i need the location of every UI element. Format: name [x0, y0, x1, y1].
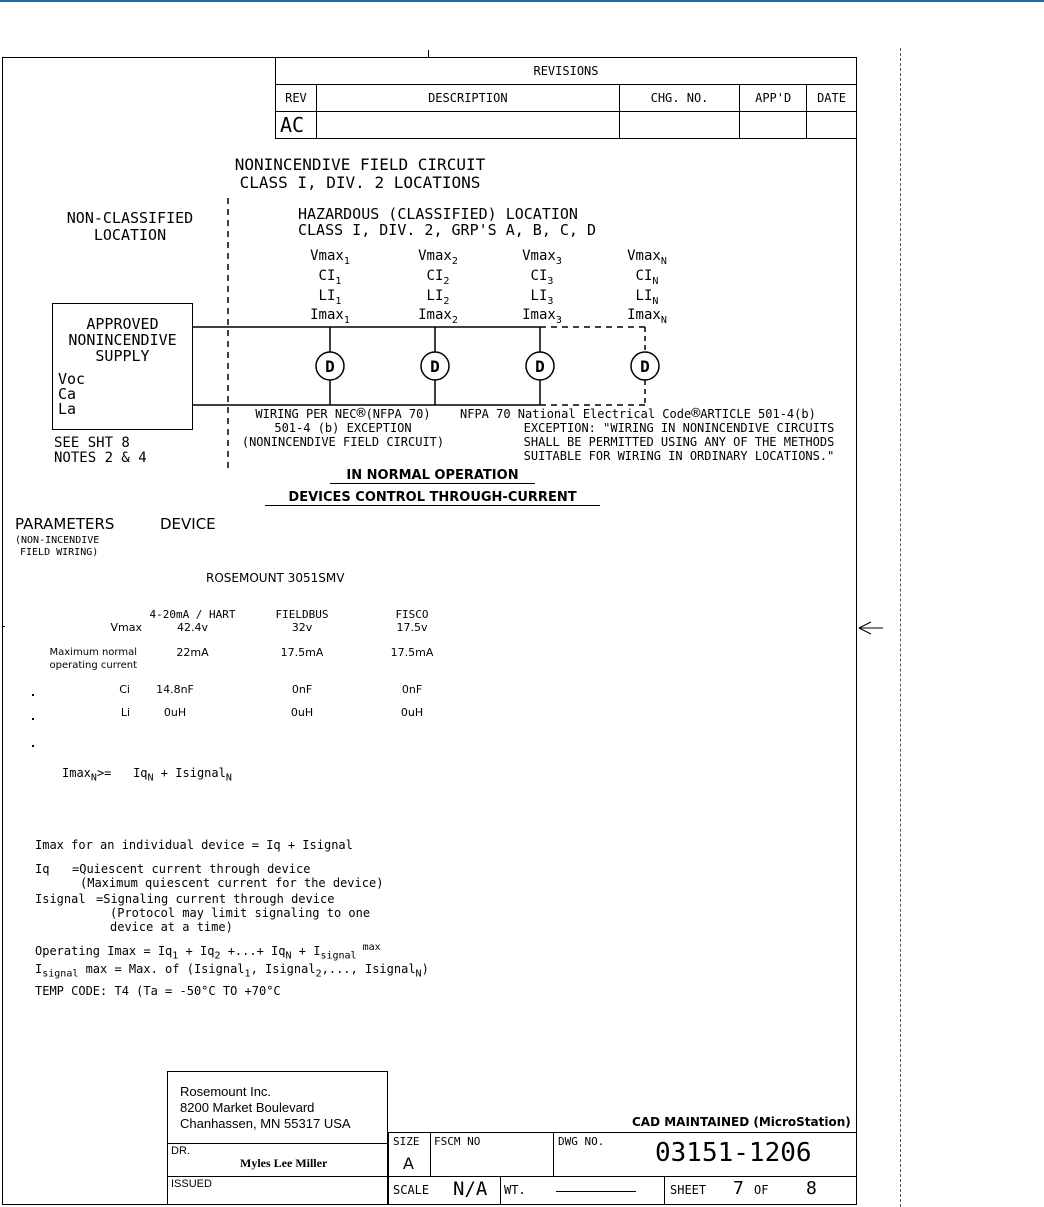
- normal-operation-heading: IN NORMAL OPERATION: [330, 468, 535, 484]
- parameters-subheading: (NON-INCENDIVE FIELD WIRING): [15, 535, 100, 558]
- operating-imax-note: Operating $Imax = Iq_1 + Iq_2$ +...+ $Iq_N + I_{signal}$ $^{max}$: [35, 942, 381, 962]
- row-current-fieldbus: 17.5mA: [280, 646, 324, 659]
- bullet-dot-1: [32, 694, 34, 696]
- top-center-tick: [428, 50, 429, 57]
- device-1-params: Vmax$_1$ $CI_1$ $LI_1$ Imax$_1$: [310, 248, 350, 327]
- dwg-number: 03151-1206: [655, 1138, 812, 1168]
- size-col-left: [388, 1132, 389, 1205]
- top-accent-bar: [0, 0, 1044, 2]
- device-model: ROSEMOUNT 3051SMV: [206, 571, 345, 585]
- row-ci-hart: 14.8nF: [156, 683, 194, 696]
- device-heading: DEVICE: [160, 515, 216, 533]
- rev-header: REV: [276, 85, 317, 112]
- parameters-heading: PARAMETERS: [15, 515, 115, 533]
- row-vmax-fisco: 17.5v: [396, 621, 428, 634]
- revisions-table: [275, 57, 857, 139]
- row-ci-fieldbus: 0nF: [291, 683, 313, 696]
- column-fisco: FISCO: [395, 608, 429, 621]
- sheet-label: SHEET: [670, 1183, 707, 1197]
- supply-voc: Voc: [58, 370, 86, 388]
- row-li-hart: 0uH: [163, 706, 187, 719]
- cad-maintained: CAD MAINTAINED (MicroStation): [632, 1115, 851, 1129]
- right-margin-dashed-line: [900, 48, 901, 1207]
- scale-col-right: [500, 1176, 501, 1205]
- bullet-dot-3: [32, 745, 34, 747]
- temp-code: TEMP CODE: T4 (Ta = -50°C TO +70°C: [35, 984, 281, 998]
- imax-formula: Imax$_N$>= $Iq_N$ + Isignal$_N$: [62, 766, 232, 784]
- fscm-label: FSCM NO: [434, 1135, 481, 1148]
- issued-row-divider: [167, 1176, 857, 1177]
- see-sheet-note: SEE SHT 8 NOTES 2 & 4: [54, 435, 147, 466]
- row-vmax-hart: 42.4v: [176, 621, 208, 634]
- size-col-right: [430, 1132, 431, 1176]
- supply-ca: Ca: [58, 385, 77, 403]
- nonclassified-line1: NON-CLASSIFIED: [66, 209, 194, 227]
- column-fieldbus: FIELDBUS: [275, 608, 329, 621]
- size-value: A: [403, 1154, 414, 1173]
- supply-line2: NONINCENDIVE: [68, 331, 177, 349]
- left-center-tick: [2, 626, 5, 627]
- rev-value: AC: [276, 112, 317, 139]
- row-li-fieldbus: 0uH: [290, 706, 314, 719]
- revisions-title: REVISIONS: [276, 58, 857, 85]
- dr-label: DR.: [171, 1145, 190, 1157]
- supply-line1: APPROVED: [86, 315, 159, 333]
- dr-name: Myles Lee Miller: [240, 1156, 328, 1170]
- row-ci-fisco: 0nF: [401, 683, 423, 696]
- wt-value-line: [556, 1191, 636, 1192]
- description-value: [316, 112, 619, 139]
- column-hart: 4-20mA / HART: [149, 608, 236, 621]
- devices-control-heading: DEVICES CONTROL THROUGH-CURRENT: [265, 490, 600, 506]
- device-3-params: Vmax$_3$ $CI_3$ $LI_3$ Imax$_3$: [522, 248, 562, 327]
- row-current-label: Maximum normal operating current: [49, 647, 137, 671]
- company-city: Chanhassen, MN 55317 USA: [180, 1116, 351, 1131]
- row-vmax-label: Vmax: [110, 621, 142, 634]
- company-street: 8200 Market Boulevard: [180, 1100, 315, 1115]
- wiring-per-nec-note: WIRING PER NEC®(NFPA 70) 501-4 (b) EXCEPTION (NONINCENDIVE FIELD CIRCUIT): [241, 404, 445, 449]
- device-1-symbol: D: [325, 357, 335, 376]
- bullet-dot-2: [32, 718, 34, 720]
- device-n-params: Vmax$_N$ $CI_N$ $LI_N$ Imax$_N$: [627, 248, 667, 327]
- dr-row-divider: [167, 1143, 388, 1144]
- supply-line3: SUPPLY: [95, 347, 150, 365]
- arrow-left-icon: [857, 620, 885, 636]
- scale-label: SCALE: [393, 1183, 430, 1197]
- issued-label: ISSUED: [171, 1178, 212, 1190]
- circuit-title-line1: NONINCENDIVE FIELD CIRCUIT: [234, 155, 486, 174]
- company-name: Rosemount Inc.: [180, 1084, 272, 1099]
- appd-value: [740, 112, 807, 139]
- chg-no-value: [619, 112, 740, 139]
- hazardous-line2: CLASS I, DIV. 2, GRP'S A, B, C, D: [298, 221, 597, 239]
- size-label: SIZE: [393, 1135, 420, 1148]
- title-block-divider-top: [388, 1132, 857, 1133]
- device-n-symbol: D: [640, 357, 650, 376]
- scale-value: N/A: [453, 1178, 488, 1200]
- date-header: DATE: [807, 85, 857, 112]
- row-current-hart: 22mA: [176, 646, 209, 659]
- date-value: [807, 112, 857, 139]
- of-label: OF: [754, 1183, 769, 1197]
- device-2-params: Vmax$_2$ $CI_2$ $LI_2$ Imax$_2$: [418, 248, 458, 327]
- hazardous-line1: HAZARDOUS (CLASSIFIED) LOCATION: [298, 205, 578, 223]
- iq-label: Iq: [35, 862, 50, 876]
- dwg-label: DWG NO.: [558, 1135, 605, 1148]
- isignal-definition: =Signaling current through device (Protocol may limit signaling to one device at a time): [96, 892, 371, 934]
- row-current-fisco: 17.5mA: [390, 646, 434, 659]
- row-ci-label: Ci: [119, 683, 130, 696]
- nonclassified-line2: LOCATION: [93, 226, 167, 244]
- device-2-symbol: D: [430, 357, 440, 376]
- appd-header: APP'D: [740, 85, 807, 112]
- circuit-title-line2: CLASS I, DIV. 2 LOCATIONS: [239, 173, 481, 192]
- supply-box: [52, 303, 193, 430]
- of-value: 8: [806, 1178, 817, 1199]
- fscm-col-right: [553, 1132, 554, 1176]
- sheet-value: 7: [733, 1178, 744, 1199]
- iq-definition: =Quiescent current through device (Maximum quiescent current for the device): [72, 862, 384, 890]
- isignal-max-note: $I_{signal}$ max = Max. of (Isignal$_1$, Isignal$_2$,..., Isignal$_N$): [35, 962, 429, 980]
- row-li-fisco: 0uH: [400, 706, 424, 719]
- row-vmax-fieldbus: 32v: [291, 621, 313, 634]
- supply-la: La: [58, 400, 77, 418]
- chg-no-header: CHG. NO.: [619, 85, 740, 112]
- row-li-label: Li: [120, 706, 130, 719]
- wt-label: WT.: [504, 1183, 526, 1197]
- wt-col-right: [664, 1176, 665, 1205]
- imax-individual-note: Imax for an individual device = Iq + Isignal: [35, 838, 353, 852]
- nfpa-note: NFPA 70 National Electrical Code®ARTICLE 501-4(b) EXCEPTION: "WIRING IN NONINCENDIVE CIRCUITS SHALL BE PERMITTED USING ANY OF THE METHODS SUITABLE FOR WIRING IN ORDINARY LOCATIONS.": [460, 404, 835, 463]
- isignal-label: Isignal: [35, 892, 86, 906]
- device-3-symbol: D: [535, 357, 545, 376]
- description-header: DESCRIPTION: [316, 85, 619, 112]
